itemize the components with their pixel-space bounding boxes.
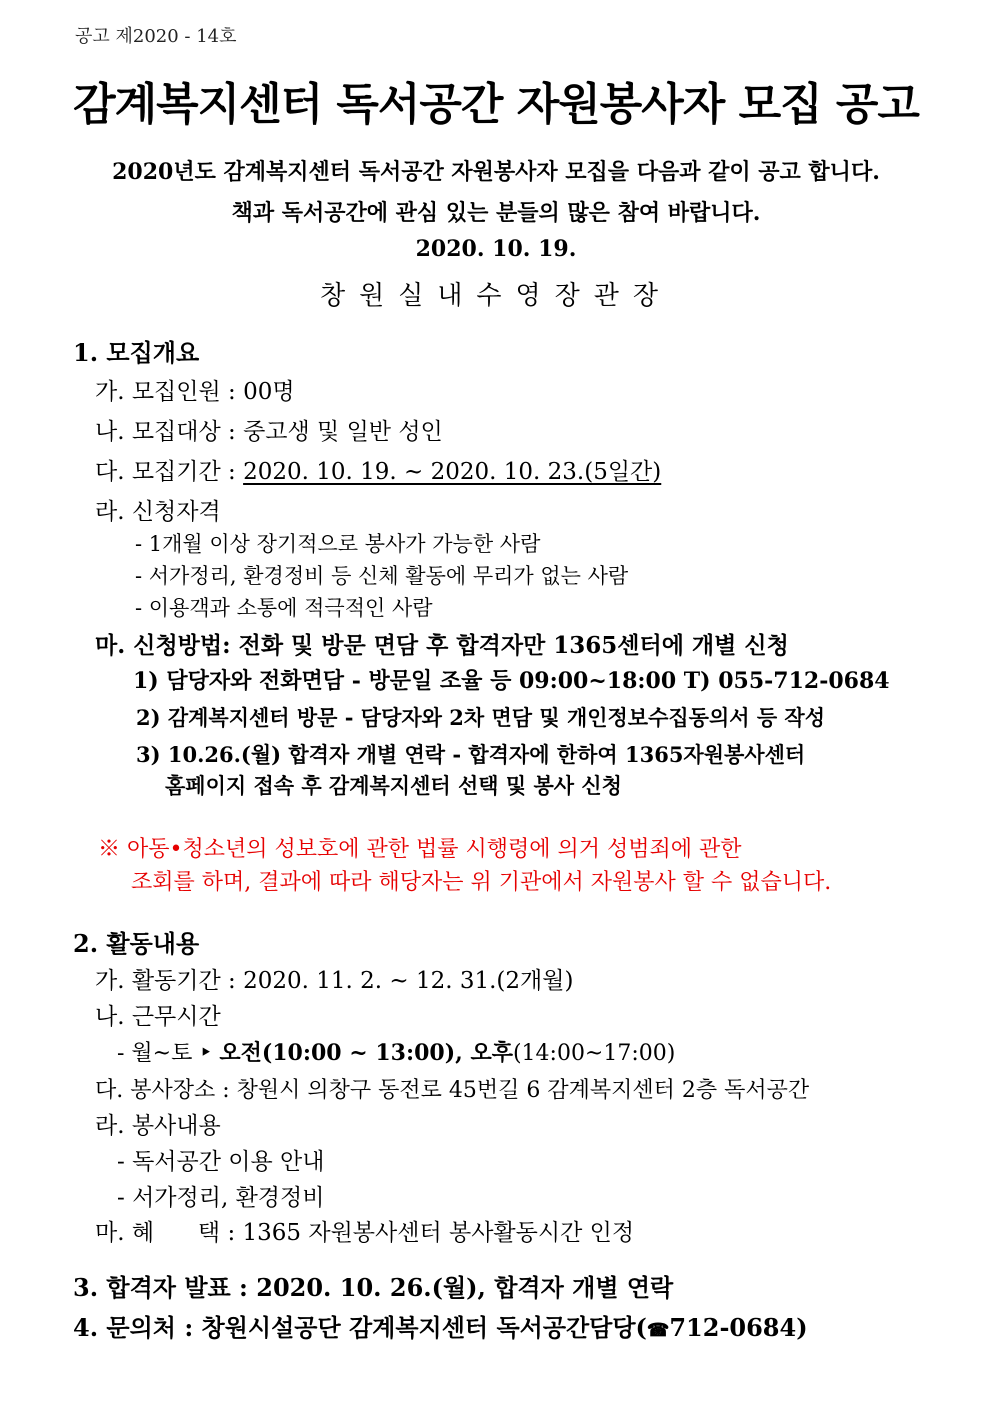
work-hours-am-time: (10:00 ~ 13:00),	[261, 1040, 471, 1066]
issuer: 창원실내수영장관장	[319, 281, 673, 311]
section-4-contact	[73, 1308, 808, 1343]
qualification-heading: 라. 신청자격	[95, 499, 221, 525]
notice-number: 공고 제2020 - 14호	[75, 26, 237, 47]
recruit-count-value: 00명	[243, 379, 295, 405]
page-title: 감계복지센터 독서공간 자원봉사자 모집 공고	[73, 79, 919, 130]
recruit-period-value: 2020. 10. 19. ~ 2020. 10. 23.(5일간)	[243, 459, 662, 485]
work-hours-pm-time: (14:00~17:00)	[512, 1041, 676, 1066]
warning-line-1: ※ 아동•청소년의 성보호에 관한 법률 시행령에 의거 성범죄에 관한	[98, 837, 742, 862]
warning-line-2: 조회를 하며, 결과에 따라 해당자는 위 기관에서 자원봉사 할 수 없습니다.	[131, 870, 832, 895]
section-2-heading: 2. 활동내용	[73, 929, 200, 958]
contact-phone: 712-0684)	[669, 1313, 808, 1342]
work-content-item-1: - 독서공간 이용 안내	[117, 1149, 325, 1175]
intro-line-2: 책과 독서공간에 관심 있는 분들의 많은 참여 바랍니다.	[231, 200, 761, 226]
qualification-item-2: - 서가정리, 환경정비 등 신체 활동에 무리가 없는 사람	[135, 564, 629, 588]
work-hours	[117, 1036, 675, 1067]
apply-method: 마. 신청방법: 전화 및 방문 면담 후 합격자만 1365센터에 개별 신청	[95, 632, 789, 659]
notice-date: 2020. 10. 19.	[415, 236, 577, 262]
section-1-heading: 1. 모집개요	[73, 338, 200, 367]
work-content-heading: 라. 봉사내용	[95, 1113, 221, 1139]
recruit-count-label: 가. 모집인원 :	[95, 379, 244, 405]
apply-step-1: 1) 담당자와 전화면담 - 방문일 조율 등 09:00~18:00 T) 055-712-0684	[133, 668, 890, 694]
recruit-target: 나. 모집대상 : 중고생 및 일반 성인	[95, 419, 443, 445]
work-hours-heading: 나. 근무시간	[95, 1004, 221, 1030]
work-content-item-2: - 서가정리, 환경정비	[117, 1185, 325, 1211]
intro-line-1: 2020년도 감계복지센터 독서공간 자원봉사자 모집을 다음과 같이 공고 합니다.	[112, 159, 880, 185]
benefit: 마. 혜 택 : 1365 자원봉사센터 봉사활동시간 인정	[95, 1220, 635, 1246]
qualification-item-1: - 1개월 이상 장기적으로 봉사가 가능한 사람	[135, 532, 541, 556]
apply-step-3a: 3) 10.26.(월) 합격자 개별 연락 - 합격자에 한하여 1365자원봉사센터	[136, 742, 806, 767]
recruit-count	[95, 373, 295, 406]
work-hours-days: - 월~토 ‣	[117, 1041, 220, 1066]
work-hours-pm-label: 오후	[470, 1040, 513, 1066]
recruit-period-label: 다. 모집기간 :	[95, 459, 244, 485]
telephone-icon: ☎	[646, 1320, 670, 1341]
apply-step-2: 2) 감계복지센터 방문 - 담당자와 2차 면담 및 개인정보수집동의서 등 작성	[136, 705, 825, 730]
apply-step-3b: 홈페이지 접속 후 감계복지센터 선택 및 봉사 신청	[165, 773, 622, 798]
section-3-announcement: 3. 합격자 발표 : 2020. 10. 26.(월), 합격자 개별 연락	[73, 1273, 674, 1302]
work-hours-am-label: 오전	[219, 1040, 262, 1066]
recruit-period	[95, 453, 661, 486]
qualification-item-3: - 이용객과 소통에 적극적인 사람	[135, 596, 433, 620]
activity-period: 가. 활동기간 : 2020. 11. 2. ~ 12. 31.(2개월)	[95, 968, 574, 994]
contact-text: 4. 문의처 : 창원시설공단 감계복지센터 독서공간담당(	[73, 1313, 647, 1342]
work-location: 다. 봉사장소 : 창원시 의창구 동전로 45번길 6 감계복지센터 2층 독서공간	[95, 1078, 810, 1103]
